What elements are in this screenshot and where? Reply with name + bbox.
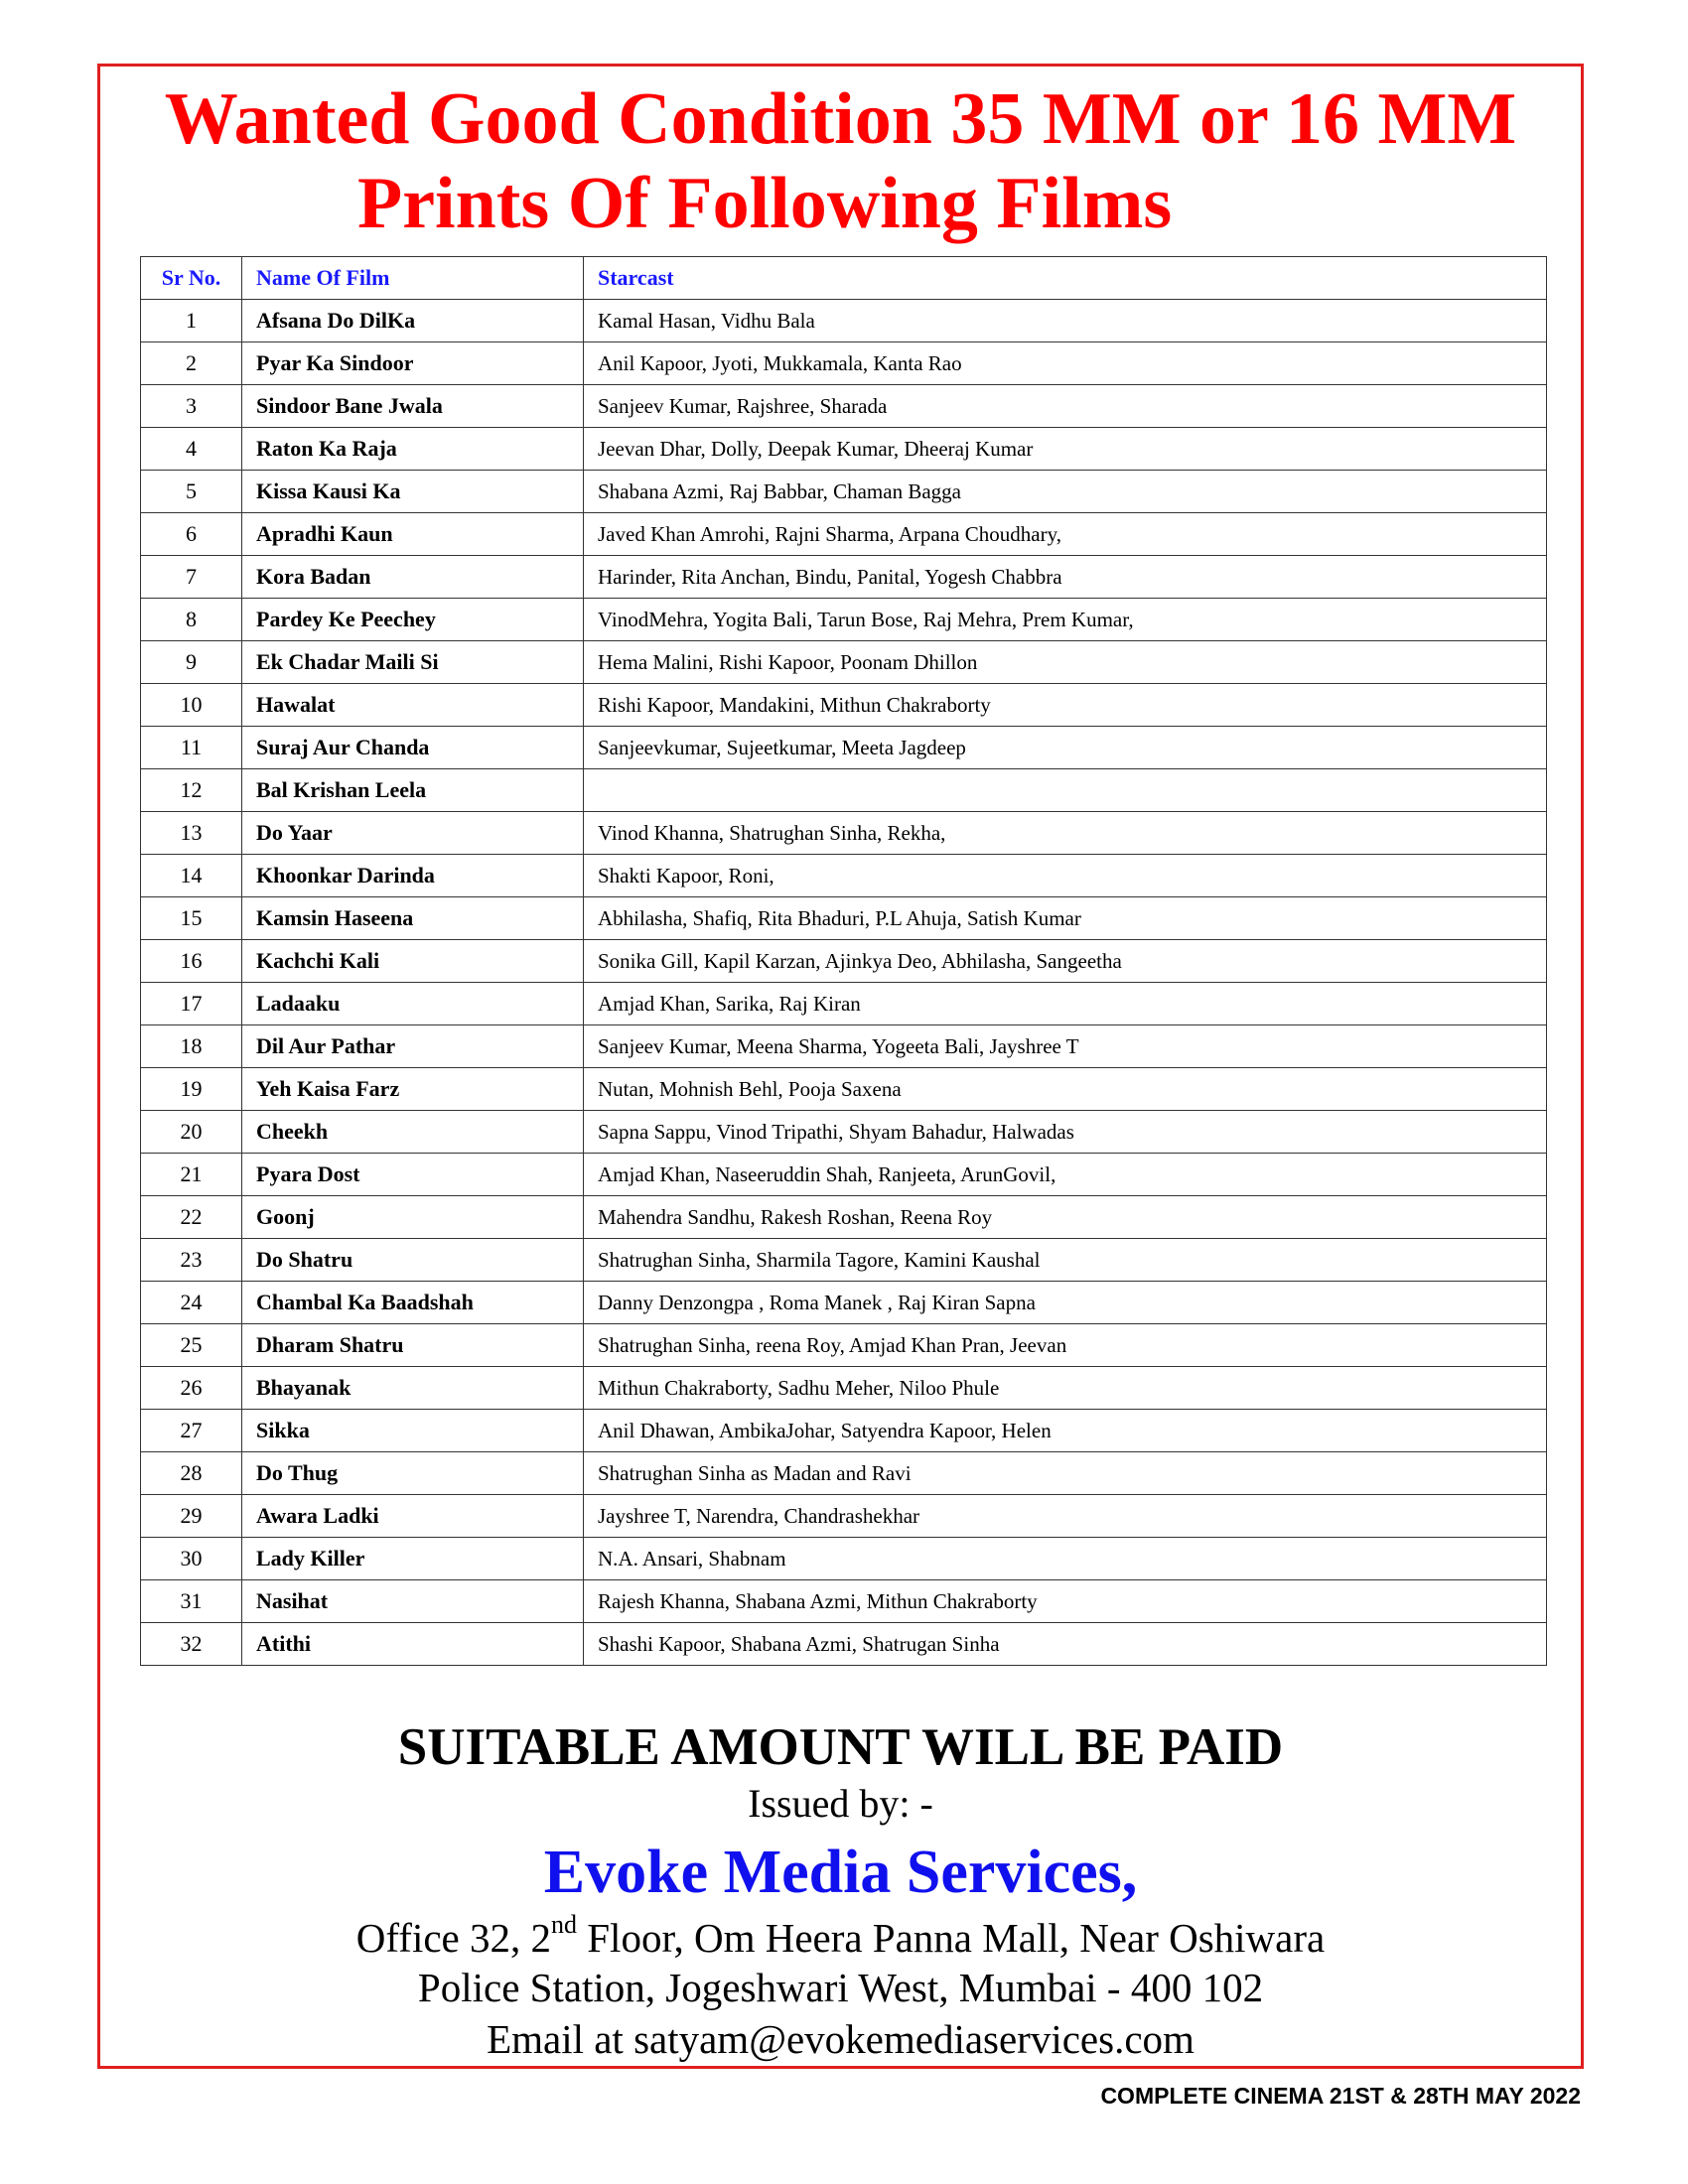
row-film-name: Atithi — [242, 1623, 584, 1666]
table-row — [141, 1282, 1547, 1324]
row-starcast: Javed Khan Amrohi, Rajni Sharma, Arpana Choudhary, — [584, 513, 1547, 556]
row-starcast: Danny Denzongpa , Roma Manek , Raj Kiran Sapna — [584, 1282, 1547, 1324]
row-film-name: Goonj — [242, 1196, 584, 1239]
row-starcast: Shatrughan Sinha, reena Roy, Amjad Khan Pran, Jeevan — [584, 1324, 1547, 1367]
address-line-1-end: Floor, Om Heera Panna Mall, Near Oshiwara — [577, 1915, 1326, 1961]
table-row — [141, 1239, 1547, 1282]
address-line-1 — [97, 1910, 1584, 1962]
row-sr-no: 31 — [141, 1580, 242, 1623]
row-starcast: Shabana Azmi, Raj Babbar, Chaman Bagga — [584, 471, 1547, 513]
row-film-name: Awara Ladki — [242, 1495, 584, 1538]
row-film-name: Kissa Kausi Ka — [242, 471, 584, 513]
row-film-name: Raton Ka Raja — [242, 428, 584, 471]
row-starcast: Sapna Sappu, Vinod Tripathi, Shyam Bahadur, Halwadas — [584, 1111, 1547, 1154]
row-starcast: Rishi Kapoor, Mandakini, Mithun Chakraborty — [584, 684, 1547, 727]
row-sr-no: 15 — [141, 897, 242, 940]
row-film-name: Lady Killer — [242, 1538, 584, 1580]
table-row — [141, 684, 1547, 727]
table-row — [141, 556, 1547, 599]
row-sr-no: 7 — [141, 556, 242, 599]
row-sr-no: 5 — [141, 471, 242, 513]
row-starcast: Mahendra Sandhu, Rakesh Roshan, Reena Roy — [584, 1196, 1547, 1239]
row-film-name: Khoonkar Darinda — [242, 855, 584, 897]
table-row — [141, 1111, 1547, 1154]
row-starcast: Rajesh Khanna, Shabana Azmi, Mithun Chakraborty — [584, 1580, 1547, 1623]
row-sr-no: 26 — [141, 1367, 242, 1410]
row-sr-no: 10 — [141, 684, 242, 727]
header-starcast: Starcast — [584, 257, 1547, 300]
row-film-name: Yeh Kaisa Farz — [242, 1068, 584, 1111]
row-film-name: Sindoor Bane Jwala — [242, 385, 584, 428]
row-starcast: Anil Dhawan, AmbikaJohar, Satyendra Kapoor, Helen — [584, 1410, 1547, 1452]
row-film-name: Suraj Aur Chanda — [242, 727, 584, 769]
payment-notice: SUITABLE AMOUNT WILL BE PAID — [397, 1718, 1284, 1776]
row-starcast: Vinod Khanna, Shatrughan Sinha, Rekha, — [584, 812, 1547, 855]
row-sr-no: 28 — [141, 1452, 242, 1495]
header-film-name: Name Of Film — [242, 257, 584, 300]
table-row — [141, 1196, 1547, 1239]
table-row — [141, 1154, 1547, 1196]
row-film-name: Hawalat — [242, 684, 584, 727]
email-line[interactable]: Email at satyam@evokemediaservices.com — [487, 2016, 1195, 2062]
row-starcast: Shakti Kapoor, Roni, — [584, 855, 1547, 897]
row-starcast: Amjad Khan, Naseeruddin Shah, Ranjeeta, ArunGovil, — [584, 1154, 1547, 1196]
table-row — [141, 428, 1547, 471]
table-row — [141, 812, 1547, 855]
table-row — [141, 599, 1547, 641]
row-starcast: Sanjeevkumar, Sujeetkumar, Meeta Jagdeep — [584, 727, 1547, 769]
row-starcast: Sonika Gill, Kapil Karzan, Ajinkya Deo, Abhilasha, Sangeetha — [584, 940, 1547, 983]
table-row — [141, 1025, 1547, 1068]
row-sr-no: 24 — [141, 1282, 242, 1324]
row-starcast: Sanjeev Kumar, Meena Sharma, Yogeeta Bali, Jayshree T — [584, 1025, 1547, 1068]
row-starcast: Hema Malini, Rishi Kapoor, Poonam Dhillon — [584, 641, 1547, 684]
row-starcast: Harinder, Rita Anchan, Bindu, Panital, Yogesh Chabbra — [584, 556, 1547, 599]
headline-line-2: Prints Of Following Films — [357, 163, 1173, 244]
headline-line-1: Wanted Good Condition 35 MM or 16 MM — [164, 78, 1517, 160]
row-starcast: Shatrughan Sinha as Madan and Ravi — [584, 1452, 1547, 1495]
table-row — [141, 983, 1547, 1025]
row-starcast: Amjad Khan, Sarika, Raj Kiran — [584, 983, 1547, 1025]
row-sr-no: 20 — [141, 1111, 242, 1154]
row-sr-no: 6 — [141, 513, 242, 556]
table-row — [141, 1367, 1547, 1410]
row-film-name: Pyar Ka Sindoor — [242, 342, 584, 385]
table-row — [141, 1495, 1547, 1538]
row-film-name: Dil Aur Pathar — [242, 1025, 584, 1068]
row-sr-no: 19 — [141, 1068, 242, 1111]
row-sr-no: 29 — [141, 1495, 242, 1538]
row-sr-no: 14 — [141, 855, 242, 897]
row-starcast: Sanjeev Kumar, Rajshree, Sharada — [584, 385, 1547, 428]
table-row — [141, 471, 1547, 513]
row-film-name: Pyara Dost — [242, 1154, 584, 1196]
table-row — [141, 641, 1547, 684]
row-film-name: Do Shatru — [242, 1239, 584, 1282]
row-film-name: Ek Chadar Maili Si — [242, 641, 584, 684]
table-row — [141, 385, 1547, 428]
row-sr-no: 11 — [141, 727, 242, 769]
row-sr-no: 8 — [141, 599, 242, 641]
row-starcast: Jeevan Dhar, Dolly, Deepak Kumar, Dheeraj Kumar — [584, 428, 1547, 471]
row-sr-no: 12 — [141, 769, 242, 812]
table-row — [141, 1452, 1547, 1495]
row-sr-no: 9 — [141, 641, 242, 684]
row-film-name: Cheekh — [242, 1111, 584, 1154]
issued-by: Issued by: - — [748, 1781, 933, 1826]
row-film-name: Do Yaar — [242, 812, 584, 855]
row-film-name: Pardey Ke Peechey — [242, 599, 584, 641]
row-starcast: Nutan, Mohnish Behl, Pooja Saxena — [584, 1068, 1547, 1111]
films-table — [140, 256, 1547, 1666]
table-row — [141, 1068, 1547, 1111]
row-film-name: Dharam Shatru — [242, 1324, 584, 1367]
row-film-name: Kamsin Haseena — [242, 897, 584, 940]
row-film-name: Ladaaku — [242, 983, 584, 1025]
row-sr-no: 27 — [141, 1410, 242, 1452]
row-starcast: Shatrughan Sinha, Sharmila Tagore, Kamini Kaushal — [584, 1239, 1547, 1282]
row-film-name: Nasihat — [242, 1580, 584, 1623]
row-starcast: Kamal Hasan, Vidhu Bala — [584, 300, 1547, 342]
row-sr-no: 25 — [141, 1324, 242, 1367]
table-row — [141, 897, 1547, 940]
row-sr-no: 23 — [141, 1239, 242, 1282]
table-row — [141, 855, 1547, 897]
row-sr-no: 18 — [141, 1025, 242, 1068]
table-row — [141, 513, 1547, 556]
row-sr-no: 13 — [141, 812, 242, 855]
address-line-2: Police Station, Jogeshwari West, Mumbai - 400 102 — [417, 1965, 1264, 2010]
row-film-name: Kora Badan — [242, 556, 584, 599]
table-row — [141, 940, 1547, 983]
row-starcast: Jayshree T, Narendra, Chandrashekhar — [584, 1495, 1547, 1538]
table-header-row — [141, 257, 1547, 300]
row-film-name: Chambal Ka Baadshah — [242, 1282, 584, 1324]
row-sr-no: 1 — [141, 300, 242, 342]
company-name: Evoke Media Services, — [543, 1839, 1138, 1906]
table-row — [141, 342, 1547, 385]
row-starcast: Mithun Chakraborty, Sadhu Meher, Niloo Phule — [584, 1367, 1547, 1410]
table-row — [141, 1324, 1547, 1367]
row-film-name: Afsana Do DilKa — [242, 300, 584, 342]
row-sr-no: 30 — [141, 1538, 242, 1580]
row-starcast: VinodMehra, Yogita Bali, Tarun Bose, Raj Mehra, Prem Kumar, — [584, 599, 1547, 641]
row-sr-no: 21 — [141, 1154, 242, 1196]
table-row — [141, 1623, 1547, 1666]
header-sr-no: Sr No. — [141, 257, 242, 300]
table-row — [141, 300, 1547, 342]
row-sr-no: 32 — [141, 1623, 242, 1666]
row-film-name: Apradhi Kaun — [242, 513, 584, 556]
table-row — [141, 1580, 1547, 1623]
table-row — [141, 1410, 1547, 1452]
row-sr-no: 4 — [141, 428, 242, 471]
table-row — [141, 1538, 1547, 1580]
publication-footer: COMPLETE CINEMA 21ST & 28TH MAY 2022 — [1100, 2083, 1581, 2109]
row-sr-no: 3 — [141, 385, 242, 428]
row-sr-no: 22 — [141, 1196, 242, 1239]
films-table-body — [141, 300, 1547, 1666]
address-line-1-start: Office 32, 2 — [355, 1915, 551, 1961]
row-sr-no: 2 — [141, 342, 242, 385]
row-film-name: Bal Krishan Leela — [242, 769, 584, 812]
row-sr-no: 16 — [141, 940, 242, 983]
table-row — [141, 769, 1547, 812]
row-starcast: Shashi Kapoor, Shabana Azmi, Shatrugan Sinha — [584, 1623, 1547, 1666]
table-row — [141, 727, 1547, 769]
row-film-name: Bhayanak — [242, 1367, 584, 1410]
row-film-name: Sikka — [242, 1410, 584, 1452]
row-film-name: Kachchi Kali — [242, 940, 584, 983]
row-starcast — [584, 769, 1547, 812]
row-film-name: Do Thug — [242, 1452, 584, 1495]
row-starcast: Anil Kapoor, Jyoti, Mukkamala, Kanta Rao — [584, 342, 1547, 385]
row-starcast: Abhilasha, Shafiq, Rita Bhaduri, P.L Ahuja, Satish Kumar — [584, 897, 1547, 940]
row-sr-no: 17 — [141, 983, 242, 1025]
address-ordinal-suffix: nd — [551, 1910, 577, 1940]
row-starcast: N.A. Ansari, Shabnam — [584, 1538, 1547, 1580]
